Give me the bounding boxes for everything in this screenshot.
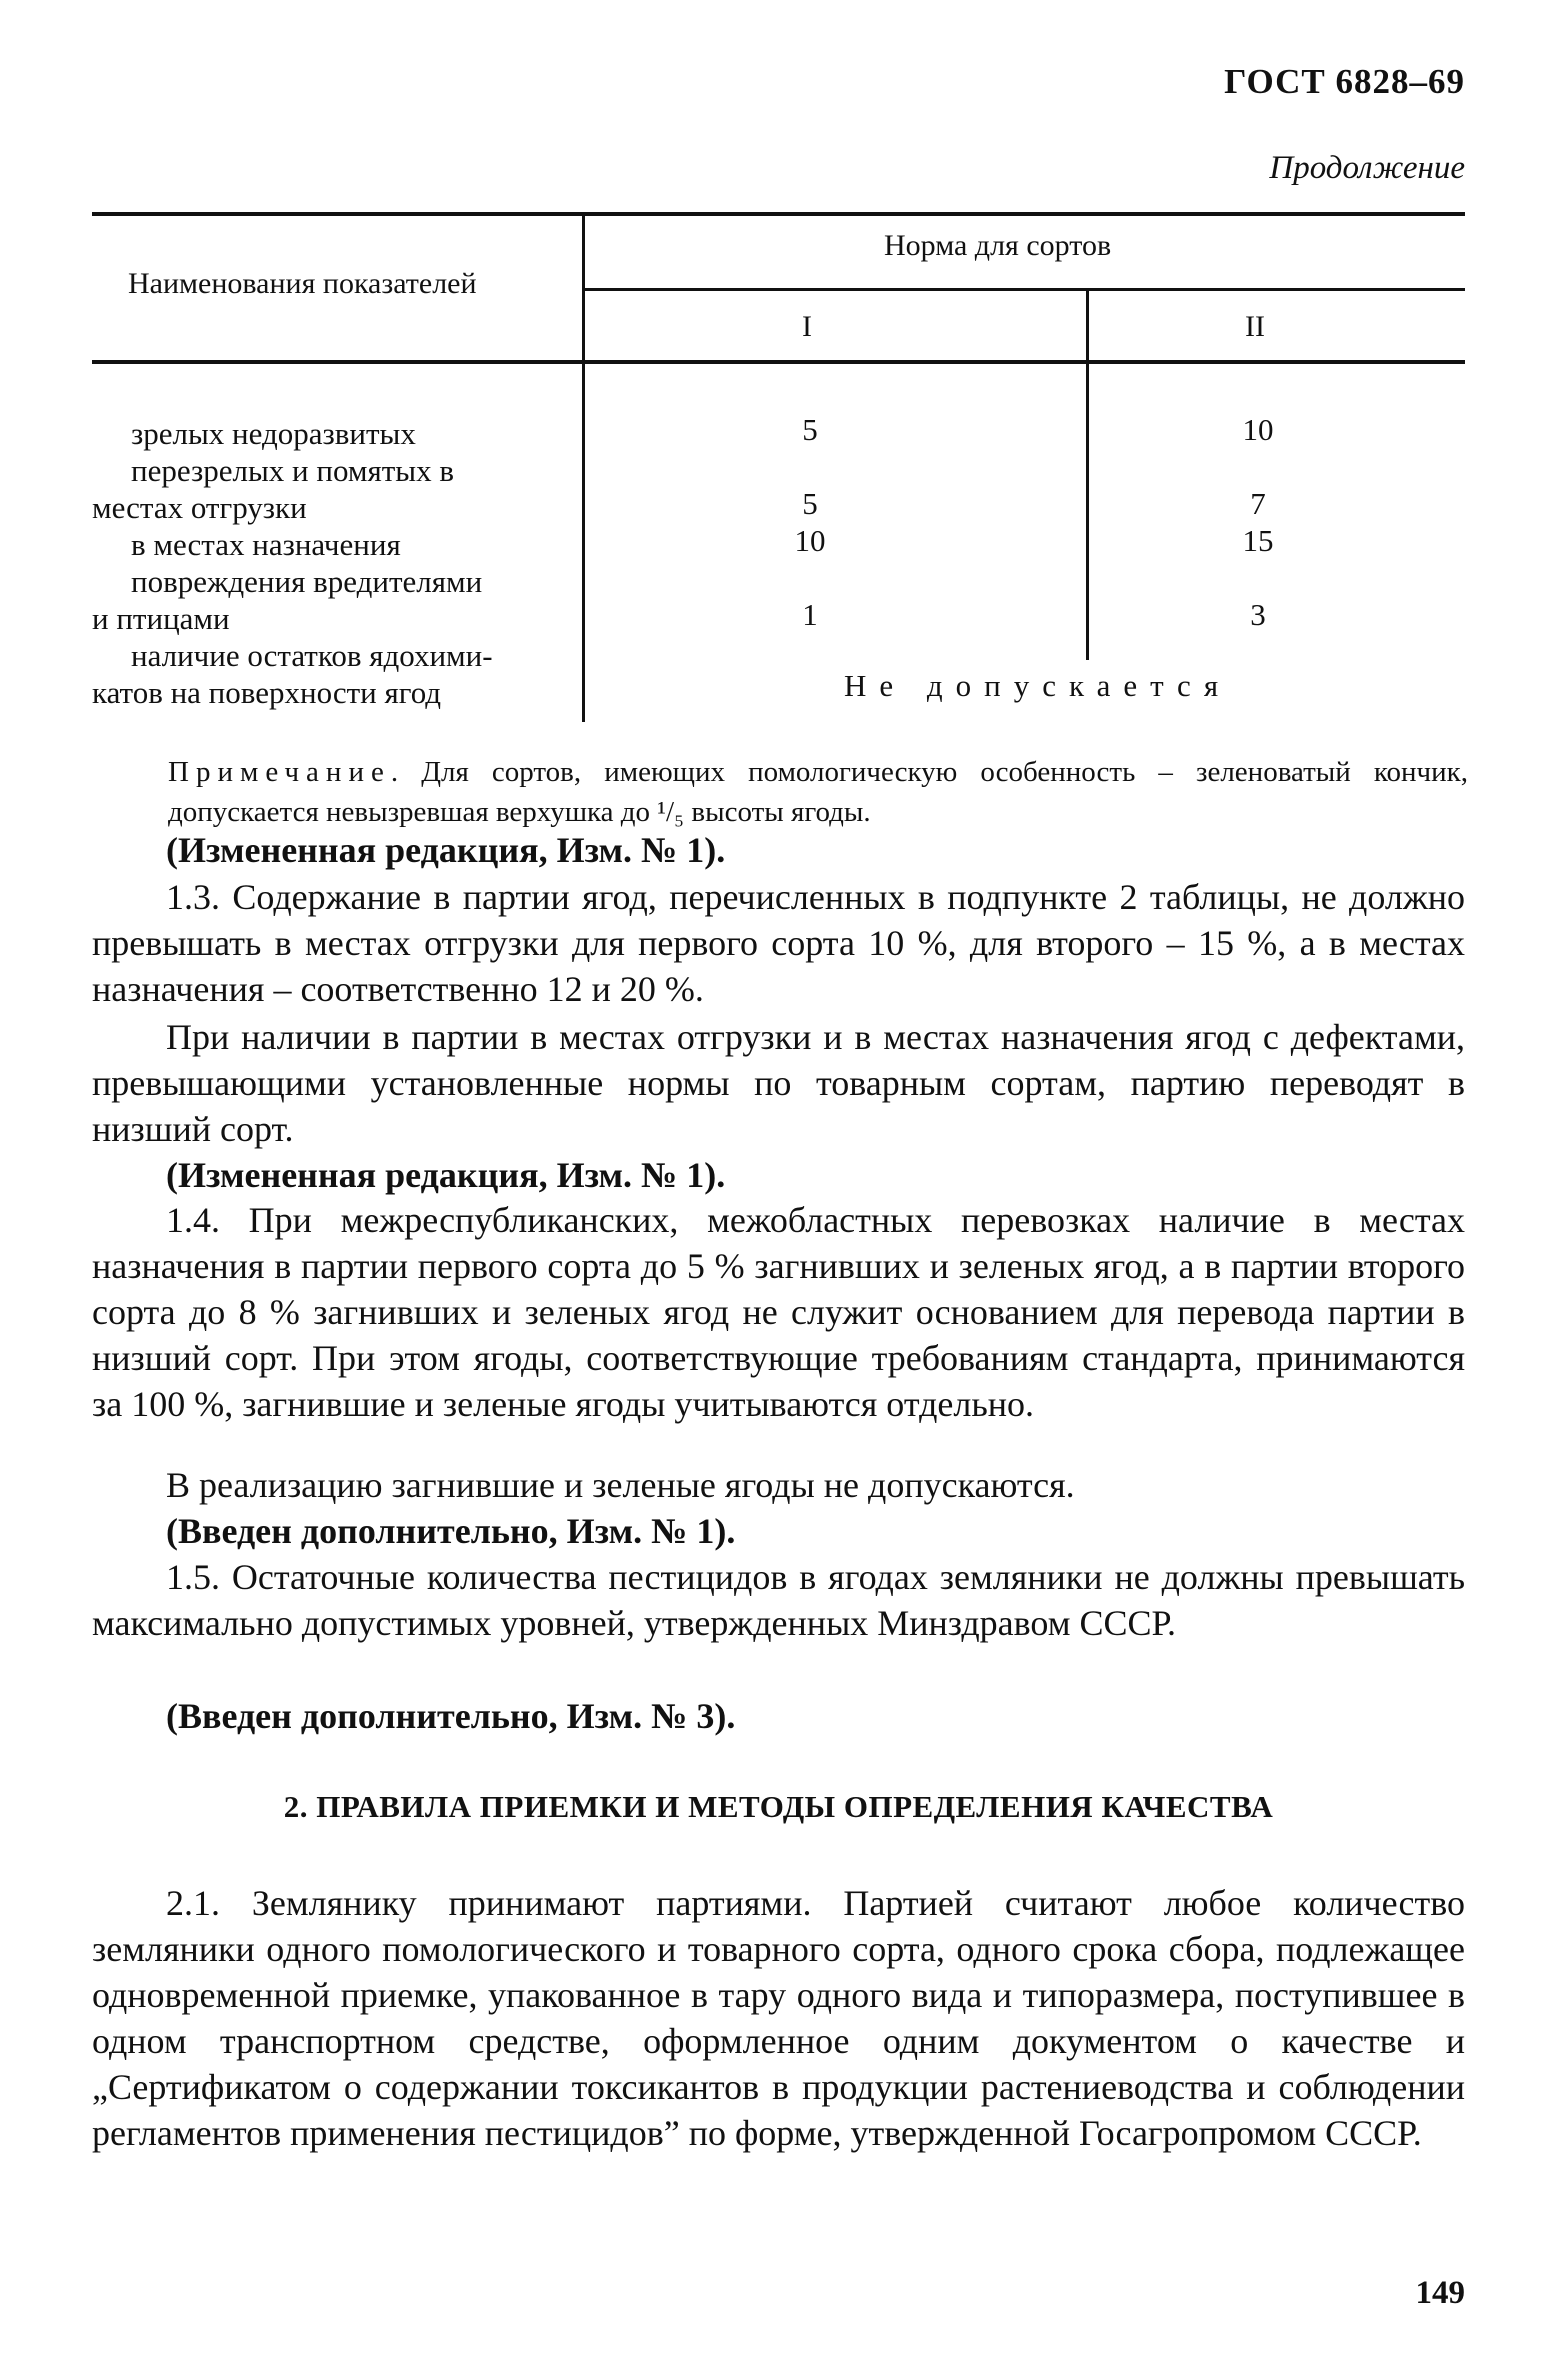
page-number: 149	[1415, 2275, 1465, 2311]
col-divider-2	[1086, 290, 1089, 364]
section-heading: 2. ПРАВИЛА ПРИЕМКИ И МЕТОДЫ ОПРЕДЕЛЕНИЯ КАЧЕСТВА	[283, 1789, 1274, 1824]
cell-grade-2: 3	[1250, 597, 1266, 632]
cell-merged-not-allowed: Не допускается	[844, 668, 1232, 703]
cell-grade-2: 15	[1242, 523, 1274, 558]
cell-grade-1: 5	[802, 486, 818, 521]
paragraph-1-4b: В реализацию загнившие и зеленые ягоды не допускаются.	[166, 1465, 1075, 1505]
row-label: в местах назначения	[131, 527, 401, 562]
amendment-note: (Введен дополнительно, Изм. № 1).	[166, 1511, 736, 1551]
continuation-label: Продолжение	[1269, 150, 1465, 186]
row-label: перезрелых и помятых в	[131, 453, 455, 488]
table-top-rule	[92, 212, 1465, 216]
amendment-note: (Введен дополнительно, Изм. № 3).	[166, 1696, 736, 1736]
row-label: местах отгрузки	[92, 490, 307, 525]
header-bottom-rule	[92, 360, 1465, 364]
row-label: зрелых недоразвитых	[131, 416, 416, 451]
header-indicators: Наименования показателей	[128, 267, 477, 300]
table-note	[168, 752, 1468, 832]
paragraph-2-1: 2.1. Землянику принимают партиями. Партией считают любое количество земляники одного помологического и товарного сорта, одного срока сбора, подлежащее одновременной приемке, упакованное в тару одного вида и типоразмера, поступившее в одном транспортном средстве, оформленное одним документом о качестве и „Сертификатом о содержании токсикантов в продукции растениеводства и соблюдении регламентов применения пестицидов” по форме, утвержденной Госагропромом СССР.	[92, 1883, 1465, 2153]
norms-table	[92, 212, 1465, 722]
cell-grade-1: 10	[794, 523, 826, 558]
cell-grade-2: 7	[1250, 486, 1266, 521]
cell-grade-1: 5	[802, 412, 818, 447]
paragraph-1-4: 1.4. При межреспубликанских, межобластных перевозках наличие в местах назначения в партии первого сорта до 5 % загнивших и зеленых ягод, а в партии второго сорта до 8 % загнивших и зеленых ягод не служит основанием для перевода партии в низший сорт. При этом ягоды, соответствующие требованиям стандарта, принимаются за 100 %, загнившие и зеленые ягоды учитываются отдельно.	[92, 1200, 1465, 1424]
paragraph-1-5: 1.5. Остаточные количества пестицидов в ягодах земляники не должны превышать максимально допустимых уровней, утвержденных Минздравом СССР.	[92, 1557, 1465, 1643]
cell-grade-1: 1	[802, 597, 818, 632]
amendment-note: (Измененная редакция, Изм. № 1).	[166, 1155, 726, 1195]
header-split-rule	[584, 288, 1465, 291]
paragraph-1-3: 1.3. Содержание в партии ягод, перечисленных в подпункте 2 таблицы, не должно превышать в местах отгрузки для первого сорта 10 %, для второго – 15 %, а в местах назначения – соответственно 12 и 20 %.	[92, 877, 1465, 1009]
row-label: наличие остатков ядохими-	[131, 638, 493, 673]
col-divider-2-body	[1086, 364, 1089, 660]
header-norm: Норма для сортов	[884, 229, 1112, 262]
col-divider-1	[582, 212, 585, 722]
paragraph-1-3b: При наличии в партии в местах отгрузки и в местах назначения ягод с дефектами, превышающими установленные нормы по товарным сортам, партию переводят в низший сорт.	[92, 1017, 1465, 1149]
row-label: и птицами	[92, 601, 230, 636]
note-label: Примечание	[168, 756, 391, 788]
cell-grade-2: 10	[1242, 412, 1274, 447]
header-grade-2: II	[1245, 310, 1265, 343]
header-grade-1: I	[802, 310, 812, 343]
note-text: . Для сортов, имеющих помологическую особенность – зеленоватый кончик, допускается невызревшая верхушка до ¹/₅ высоты ягоды.	[168, 756, 1468, 828]
document-id: ГОСТ 6828–69	[1224, 62, 1465, 101]
row-label: катов на поверхности ягод	[92, 675, 442, 710]
row-label: повреждения вредителями	[131, 564, 483, 599]
amendment-note: (Измененная редакция, Изм. № 1).	[166, 830, 726, 870]
